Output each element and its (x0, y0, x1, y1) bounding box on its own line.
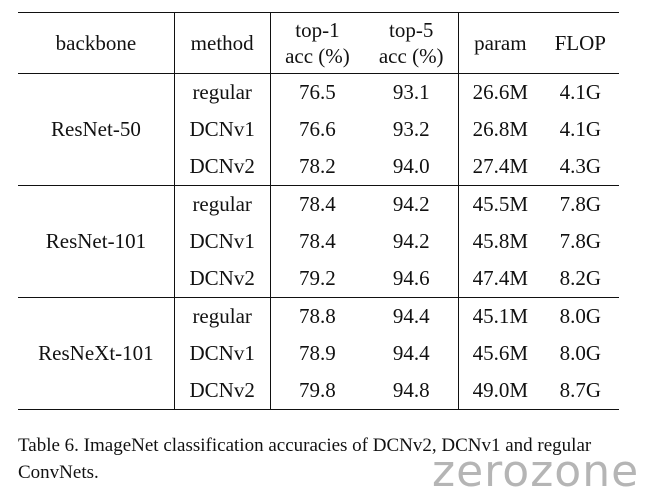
top1-cell: 79.8 (299, 378, 336, 402)
top5-cell: 93.2 (364, 111, 458, 148)
header-top1 (270, 13, 364, 74)
backbone-cell: ResNet-50 (18, 74, 174, 186)
top5-cell: 93.1 (364, 74, 458, 112)
header-backbone: backbone (18, 13, 174, 74)
header-method: method (174, 13, 270, 74)
group-resnext-101 (18, 298, 619, 410)
method-cell: regular (174, 74, 270, 112)
flop-cell: 8.0G (559, 304, 601, 328)
table-header (18, 13, 619, 74)
backbone-cell: ResNeXt-101 (18, 298, 174, 410)
method-cell: DCNv1 (174, 111, 270, 148)
param-cell: 26.6M (472, 80, 529, 104)
param-cell: 45.5M (472, 192, 529, 216)
table-caption: Table 6. ImageNet classification accuracies of DCNv2, DCNv1 and regular ConvNets. (18, 435, 592, 483)
results-table (18, 12, 619, 410)
method-cell: regular (174, 298, 270, 336)
top1-cell: 78.2 (299, 154, 336, 178)
param-cell: 27.4M (472, 154, 529, 178)
table-row (18, 298, 619, 336)
method-cell: DCNv1 (174, 223, 270, 260)
flop-cell: 4.3G (559, 154, 601, 178)
header-top5-line1: top-5 (389, 18, 434, 42)
backbone-cell: ResNet-101 (18, 186, 174, 298)
top1-cell: 78.4 (299, 192, 336, 216)
header-param: param (459, 13, 542, 74)
top1-cell: 79.2 (299, 266, 336, 290)
group-resnet-50 (18, 74, 619, 186)
header-flop: FLOP (542, 13, 619, 74)
method-cell: regular (174, 186, 270, 224)
top1-cell: 78.8 (299, 304, 336, 328)
header-top1-line1: top-1 (295, 18, 340, 42)
method-cell: DCNv2 (174, 372, 270, 410)
method-cell: DCNv2 (174, 148, 270, 186)
param-cell: 49.0M (472, 378, 529, 402)
param-cell: 45.6M (472, 341, 529, 365)
flop-cell: 7.8G (559, 229, 601, 253)
header-top1-line2: acc (%) (285, 44, 350, 68)
top1-cell: 76.5 (299, 80, 336, 104)
param-cell: 45.8M (472, 229, 529, 253)
table-row (18, 186, 619, 224)
header-top5 (364, 13, 458, 74)
group-resnet-101 (18, 186, 619, 298)
param-cell: 45.1M (472, 304, 529, 328)
flop-cell: 4.1G (559, 80, 601, 104)
method-cell: DCNv2 (174, 260, 270, 298)
top1-cell: 78.4 (299, 229, 336, 253)
header-top5-line2: acc (%) (378, 44, 444, 68)
flop-cell: 8.0G (559, 341, 601, 365)
flop-cell: 8.2G (559, 266, 601, 290)
flop-cell: 7.8G (559, 192, 601, 216)
top5-cell: 94.2 (364, 186, 458, 224)
param-cell: 26.8M (472, 117, 529, 141)
flop-cell: 4.1G (559, 117, 601, 141)
top1-cell: 78.9 (299, 341, 336, 365)
param-cell: 47.4M (472, 266, 529, 290)
top5-cell: 94.8 (364, 372, 458, 410)
top5-cell: 94.2 (364, 223, 458, 260)
watermark: zerozone (432, 446, 640, 497)
flop-cell: 8.7G (559, 378, 601, 402)
top5-cell: 94.0 (364, 148, 458, 186)
method-cell: DCNv1 (174, 335, 270, 372)
top5-cell: 94.4 (364, 335, 458, 372)
top5-cell: 94.6 (364, 260, 458, 298)
header-row (18, 13, 619, 74)
top1-cell: 76.6 (299, 117, 336, 141)
top5-cell: 94.4 (364, 298, 458, 336)
table-row (18, 74, 619, 112)
